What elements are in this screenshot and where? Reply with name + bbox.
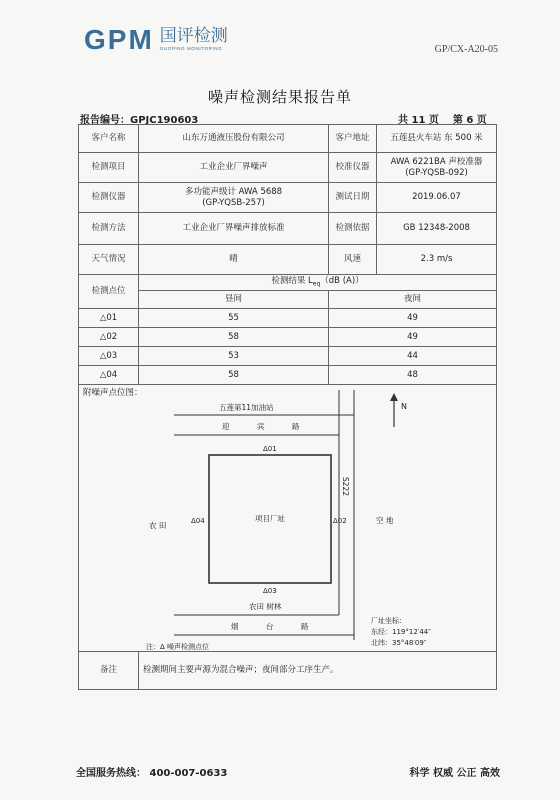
point-03-label: Δ03 [263, 587, 277, 595]
night-label: 夜间 [329, 291, 497, 309]
test-item-value: 工业企业厂界噪声 [139, 153, 329, 183]
company-logo [84, 26, 228, 54]
test-date-value: 2019.06.07 [377, 183, 497, 213]
point-02-label: Δ02 [333, 517, 347, 525]
test-basis-label: 检测依据 [329, 213, 377, 245]
night-value: 49 [329, 309, 497, 328]
logo-sub-text: GUOPING MONITORING [159, 46, 223, 51]
document-code: GP/CX-A20-05 [434, 44, 498, 55]
test-point-label: 检测点位 [79, 275, 139, 309]
day-value: 53 [139, 347, 329, 366]
road-bottom-char-3: 路 [301, 622, 309, 631]
coordinate-north: 北纬：35°48′09″ [371, 639, 427, 647]
calibrator-model: AWA 6221BA 声校准器 [390, 156, 483, 167]
road-top-char-3: 路 [292, 422, 300, 431]
report-title: 噪声检测结果报告单 [207, 88, 352, 106]
location-map-cell [79, 385, 497, 652]
logo-cn-text: 国评检测 [159, 26, 228, 46]
test-method-label: 检测方法 [79, 213, 139, 245]
day-value: 58 [139, 328, 329, 347]
coordinate-title: 厂址坐标： [371, 617, 406, 625]
results-header [139, 275, 497, 291]
weather-value: 晴 [139, 245, 329, 275]
road-bottom-char-2: 台 [266, 622, 274, 631]
right-area-label: 空 地 [376, 516, 394, 525]
logo-gpm-text: GPM [84, 24, 154, 55]
results-header-prefix: 检测结果 L [271, 275, 313, 286]
company-slogan: 科学 权威 公正 高效 [409, 768, 500, 779]
client-name-value: 山东万通液压股份有限公司 [139, 125, 329, 153]
day-value: 58 [139, 366, 329, 385]
day-label: 昼间 [139, 291, 329, 309]
client-name-label: 客户名称 [79, 125, 139, 153]
north-label: N [401, 402, 407, 411]
map-caption: 附噪声点位图： [83, 388, 143, 398]
results-header-sub: eq [312, 280, 321, 288]
wind-speed-value: 2.3 m/s [377, 245, 497, 275]
results-header-unit: （dB (A)） [320, 275, 364, 286]
page-current: 第 6 页 [452, 115, 487, 126]
night-value: 44 [329, 347, 497, 366]
page-total: 共 11 页 [398, 115, 439, 126]
day-value: 55 [139, 309, 329, 328]
road-right-label: S222 [341, 477, 350, 497]
point-name: △04 [79, 366, 139, 385]
report-table [78, 124, 497, 690]
point-04-label: Δ04 [191, 517, 205, 525]
location-map [79, 385, 495, 651]
instrument-model: 多功能声级计 AWA 5688 [184, 186, 283, 197]
service-hotline: 全国服务热线： 400-007-0633 [76, 768, 228, 779]
road-top-char-1: 迎 [222, 422, 230, 431]
weather-label: 天气情况 [79, 245, 139, 275]
calibrator-label: 校准仪器 [329, 153, 377, 183]
point-name: △01 [79, 309, 139, 328]
test-date-label: 测试日期 [329, 183, 377, 213]
client-address-label: 客户地址 [329, 125, 377, 153]
instrument-label: 检测仪器 [79, 183, 139, 213]
night-value: 49 [329, 328, 497, 347]
plant-label: 项目厂址 [255, 514, 285, 523]
road-bottom-char-1: 烟 [231, 622, 239, 631]
remarks-text: 检测期间主要声源为混合噪声；夜间部分工序生产。 [139, 652, 497, 690]
left-area-label: 农 田 [149, 521, 167, 530]
instrument-value [139, 183, 329, 213]
map-note: 注：Δ 噪声检测点位 [146, 643, 210, 651]
remarks-label: 备注 [79, 652, 139, 690]
point-01-label: Δ01 [263, 445, 277, 453]
calibrator-id: (GP-YQSB-092) [405, 167, 468, 178]
test-item-label: 检测项目 [79, 153, 139, 183]
point-name: △03 [79, 347, 139, 366]
report-number: 报告编号：GPJC190603 [80, 115, 199, 126]
instrument-id: (GP-YQSB-257) [202, 197, 265, 208]
night-value: 48 [329, 366, 497, 385]
point-name: △02 [79, 328, 139, 347]
wind-speed-label: 风速 [329, 245, 377, 275]
client-address-value: 五莲县火车站 东 500 米 [377, 125, 497, 153]
calibrator-value [377, 153, 497, 183]
north-arrowhead-icon [390, 393, 398, 401]
test-method-value: 工业企业厂界噪声排放标准 [139, 213, 329, 245]
coordinate-east: 东经：119°12′44″ [371, 628, 431, 636]
station-label: 五莲第11加油站 [219, 403, 274, 412]
bottom-area-label: 农田 树林 [249, 602, 282, 611]
road-top-char-2: 宾 [257, 422, 265, 431]
test-basis-value: GB 12348-2008 [377, 213, 497, 245]
